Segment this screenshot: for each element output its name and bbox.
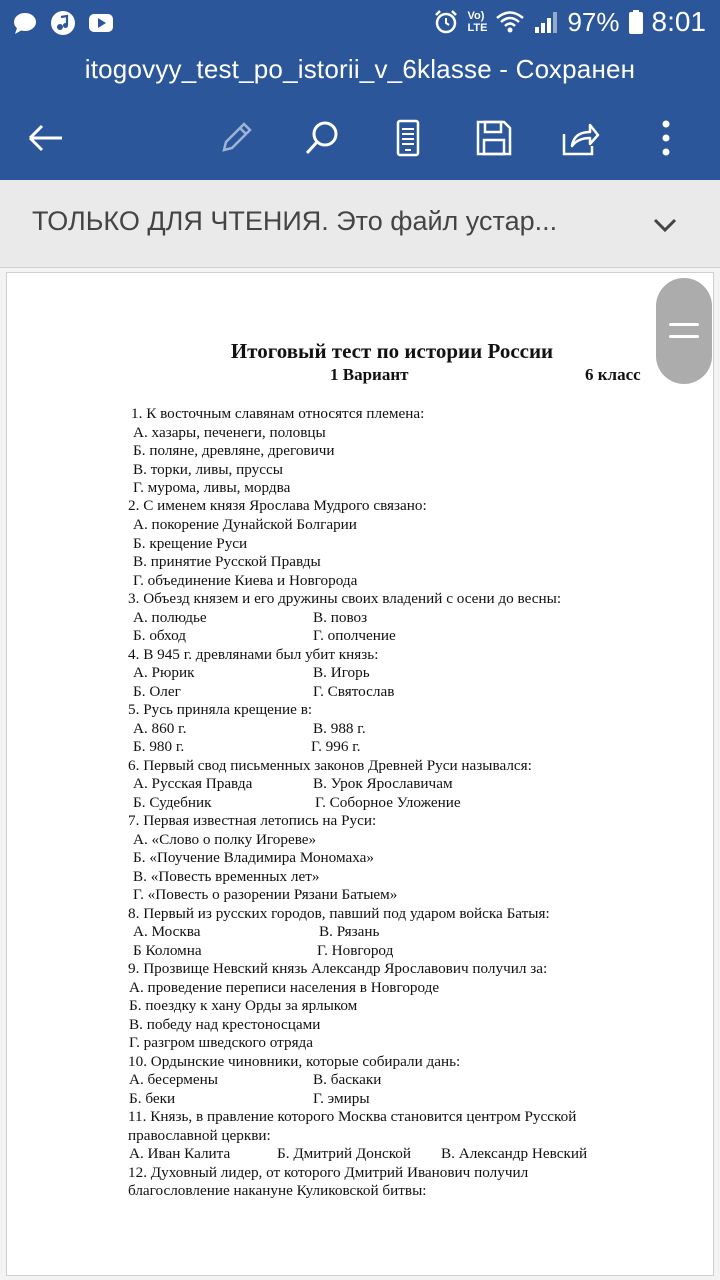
wifi-icon [495,9,525,35]
answer-line: Г. эмиры [313,1090,370,1107]
answer-line: А. «Слово о полку Игореве» [133,831,317,848]
save-button[interactable] [470,114,518,162]
answer-line: Г. 996 г. [311,738,361,755]
scroll-handle[interactable] [656,278,712,384]
answer-line: В. баскаки [313,1071,382,1088]
question-11-cont: православной церкви: [128,1127,271,1144]
read-only-banner[interactable] [0,180,720,268]
pencil-icon [216,118,256,158]
question-2: 2. С именем князя Ярослава Мудрого связано: [128,497,427,514]
answer-line: Б. 980 г. [133,738,185,755]
document-heading: Итоговый тест по истории России [230,339,554,363]
question-1: 1. К восточным славянам относятся племена: [131,405,425,422]
answer-line: А. Русская Правда [133,775,253,792]
answer-line: Б. беки [129,1090,176,1107]
save-icon [474,118,514,158]
question-10: 10. Ордынские чиновники, которые собирали дань: [128,1053,461,1070]
answer-line: В. Рязань [319,923,380,940]
answer-line: В. «Повесть временных лет» [133,868,320,885]
answer-line: Г. Новгород [317,942,394,959]
share-button[interactable] [556,114,604,162]
mobile-view-button[interactable] [384,114,432,162]
share-icon [560,118,600,158]
app-bar [0,48,720,180]
answer-line: В. принятие Русской Правды [133,553,321,570]
messages-icon [12,10,38,36]
answer-line: А. Рюрик [133,664,195,681]
answer-line: Б. поляне, древляне, дреговичи [133,442,335,459]
document-title: itogovyy_test_po_istorii_v_6klasse - Сохранен [84,54,636,84]
more-vertical-icon [646,118,686,158]
question-6: 6. Первый свод письменных законов Древней Руси назывался: [128,757,532,774]
answer-line: Б. крещение Руси [133,535,248,552]
answer-line: А. покорение Дунайской Болгарии [133,516,357,533]
status-bar [0,0,720,48]
banner-text: ТОЛЬКО ДЛЯ ЧТЕНИЯ. Это файл устар... [32,206,558,236]
search-icon [302,118,342,158]
question-12: 12. Духовный лидер, от которого Дмитрий Иванович получил [128,1164,529,1181]
answer-line: В. повоз [313,609,368,626]
chevron-down-icon[interactable] [650,210,680,240]
mobile-view-icon [388,118,428,158]
answer-line: А. полюдье [133,609,207,626]
answer-line: А. Иван Калита [129,1145,231,1162]
question-4: 4. В 945 г. древлянами был убит князь: [128,646,379,663]
answer-line: Б. «Поучение Владимира Мономаха» [133,849,374,866]
answer-line: Б. обход [133,627,186,644]
edit-button[interactable] [212,114,260,162]
answer-line: В. Александр Невский [441,1145,588,1162]
variant-label: 1 Вариант [330,365,409,384]
answer-line: В. торки, ливы, пруссы [133,461,283,478]
answer-line: А. проведение переписи населения в Новгороде [129,979,440,996]
document-viewport[interactable] [0,268,720,1280]
alarm-icon [433,9,459,35]
question-8: 8. Первый из русских городов, павший под ударом войска Батыя: [128,905,550,922]
question-3: 3. Объезд князем и его дружины своих владений с осени до весны: [128,590,562,607]
back-button[interactable] [22,114,70,162]
battery-icon [628,9,644,35]
network-type [467,10,487,34]
grip-line [669,323,699,326]
answer-line: Б. Судебник [133,794,212,811]
answer-line: А. 860 г. [133,720,187,737]
grip-line [669,335,699,338]
document-page [6,272,714,1276]
answer-line: В. Урок Ярославичам [313,775,453,792]
answer-line: Г. «Повесть о разорении Рязани Батыем» [133,886,398,903]
answer-line: А. бесермены [129,1071,218,1088]
answer-line: Б. поездку к хану Орды за ярлыком [129,997,358,1014]
answer-line: В. победу над крестоносцами [129,1016,321,1033]
question-9: 9. Прозвище Невский князь Александр Ярославович получил за: [128,960,548,977]
question-11: 11. Князь, в правление которого Москва становится центром Русской [128,1108,577,1125]
clock: 8:01 [651,6,706,37]
answer-line: Г. ополчение [313,627,396,644]
back-arrow-icon [26,118,66,158]
answer-line: Г. объединение Киева и Новгорода [133,572,358,589]
question-7: 7. Первая известная летопись на Руси: [128,812,377,829]
answer-line: Б. Олег [133,683,181,700]
answer-line: В. Игорь [313,664,370,681]
youtube-icon [88,10,114,36]
answer-line: Б. Дмитрий Донской [277,1145,412,1162]
music-icon [50,10,76,36]
answer-line: А. хазары, печенеги, половцы [133,424,326,441]
answer-line: А. Москва [133,923,201,940]
answer-line: Г. Соборное Уложение [315,794,461,811]
answer-line: Г. Святослав [313,683,395,700]
battery-percent: 97% [567,6,620,37]
answer-line: Г. мурома, ливы, мордва [133,479,291,496]
answer-line: В. 988 г. [313,720,366,737]
answer-line: Б Коломна [133,942,202,959]
volte-label: Vo) [467,10,485,22]
more-options-button[interactable] [642,114,690,162]
lte-label: LTE [467,22,488,34]
question-12-cont: благословление накануне Куликовской битвы: [128,1182,427,1199]
signal-icon [533,9,559,35]
grade-label: 6 класс [585,365,641,384]
question-5: 5. Русь приняла крещение в: [128,701,313,718]
toolbar [0,108,720,168]
answer-line: Г. разгром шведского отряда [129,1034,314,1051]
search-button[interactable] [298,114,346,162]
